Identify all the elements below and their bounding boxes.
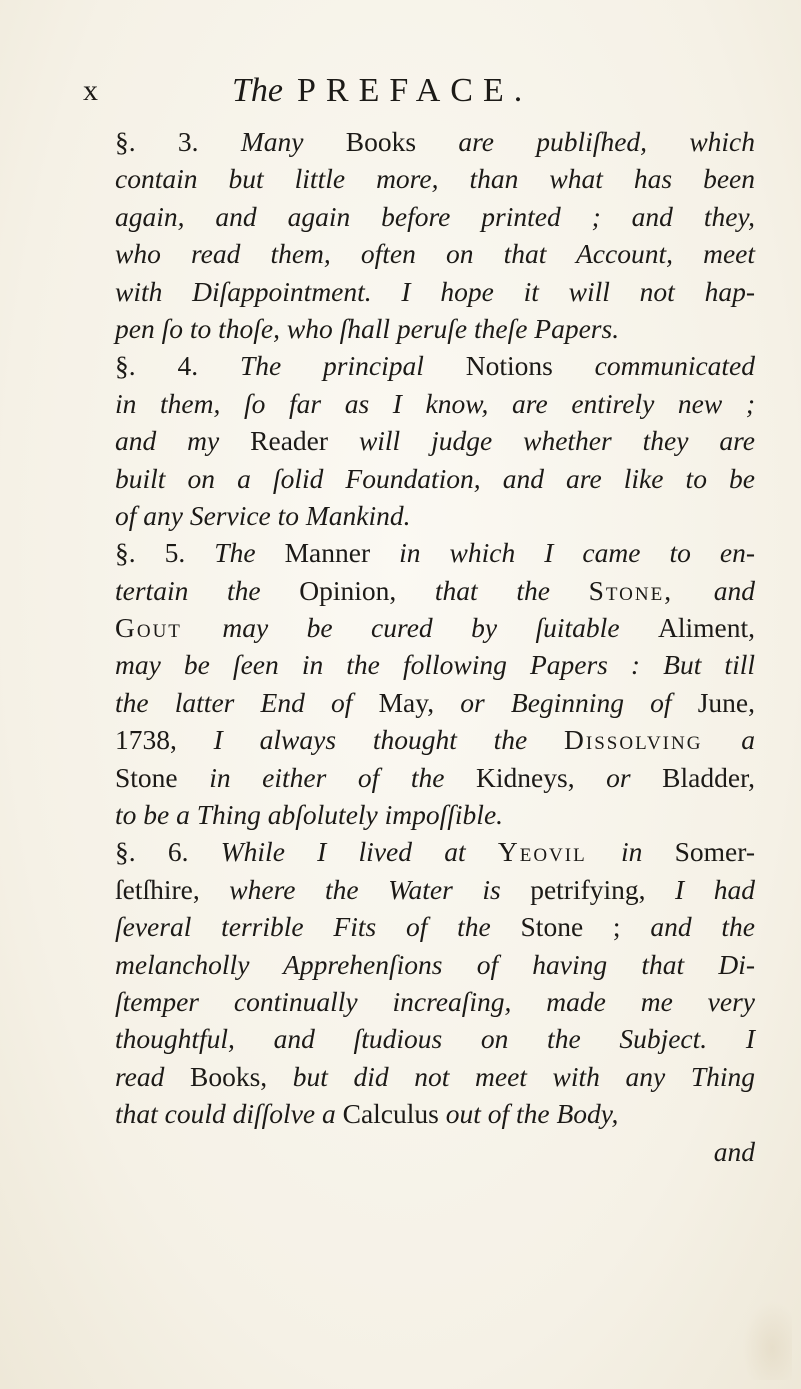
text-run: ſeveral terrible Fits of the (115, 911, 521, 943)
text-run: with Diſappointment. I hope it will not hap- (115, 275, 755, 307)
page-number: x (83, 74, 98, 107)
text-line (115, 1095, 755, 1132)
text-line (115, 572, 755, 609)
text-run: ſetſhire, (115, 873, 230, 905)
text-line (115, 235, 755, 272)
text-run: While I lived at (220, 836, 498, 868)
text-run: Bladder, (662, 761, 755, 793)
text-run: §. 4. (115, 350, 240, 382)
text-run: Manner (284, 537, 400, 569)
text-line (115, 983, 755, 1020)
text-run: I had (675, 873, 755, 905)
running-title (232, 72, 532, 110)
text-run: §. 5. (115, 537, 215, 569)
text-line (115, 310, 755, 347)
text-line (115, 534, 755, 571)
text-run: may be cured by ſuitable (222, 612, 658, 644)
text-line (115, 123, 755, 160)
text-run: Stone ; (520, 911, 651, 943)
text-run: or (606, 761, 663, 793)
paper-stain (742, 1300, 792, 1380)
text-run: Dissolving (564, 724, 742, 756)
text-run: and the (650, 911, 755, 943)
text-line (115, 497, 755, 534)
text-line (115, 347, 755, 384)
text-run: who read them, often on that Account, meet (115, 238, 755, 270)
text-line (115, 1133, 755, 1170)
text-run: Opinion, (299, 574, 435, 606)
text-line (115, 1020, 755, 1057)
text-run: again, and again before printed ; and they, (115, 200, 755, 232)
text-run: petrifying, (530, 873, 676, 905)
text-run: Gout (115, 612, 223, 644)
text-run: and my (115, 425, 251, 457)
text-line (115, 609, 755, 646)
text-run: Stone, (588, 574, 714, 606)
text-run: Yeovil (497, 836, 621, 868)
text-run: The (214, 537, 285, 569)
text-run: and (713, 574, 755, 606)
text-run: that the (434, 574, 589, 606)
text-run: Kidneys, (476, 761, 607, 793)
page-header (60, 72, 740, 116)
text-run: May, (378, 686, 461, 718)
running-title-preface: PREFACE. (297, 72, 533, 109)
text-run: I always thought the (213, 724, 565, 756)
preface-text (115, 123, 755, 1170)
text-run: will judge whether they are (358, 425, 755, 457)
text-run: tertain the (115, 574, 300, 606)
text-run: Notions (465, 350, 595, 382)
text-run: may be ſeen in the following Papers : But till (115, 649, 755, 681)
text-run: and (713, 1135, 755, 1167)
text-run: are publiſhed, which (458, 126, 756, 157)
text-line (115, 946, 755, 983)
text-run: of any Service to Mankind. (115, 499, 411, 531)
text-line (115, 198, 755, 235)
text-run: or Beginning of (460, 686, 698, 718)
text-run: out of the Body, (445, 1098, 619, 1130)
text-line (115, 796, 755, 833)
text-run: but did not meet with any Thing (292, 1060, 755, 1092)
text-run: in either of the (209, 761, 477, 793)
text-line (115, 759, 755, 796)
text-run: built on a ſolid Foundation, and are like to be (115, 462, 755, 494)
text-run: Stone (115, 761, 210, 793)
text-run: pen ſo to thoſe, who ſhall peruſe theſe Papers. (115, 312, 620, 344)
text-line (115, 721, 755, 758)
text-run: where the Water is (229, 873, 531, 905)
text-run: the latter End of (115, 686, 379, 718)
text-run: in them, ſo far as I know, are entirely new ; (115, 387, 755, 419)
text-run: Somer- (674, 836, 756, 868)
text-run: ſtemper continually increaſing, made me very (115, 985, 755, 1017)
text-run: Reader (250, 425, 359, 457)
text-run: June, (697, 686, 755, 718)
text-run: Books (345, 126, 459, 157)
text-line (115, 273, 755, 310)
text-line (115, 833, 755, 870)
text-run: read (115, 1060, 190, 1092)
text-run: communicated (594, 350, 756, 382)
text-line (115, 684, 755, 721)
text-run: melancholly Apprehenſions of having that Di- (115, 948, 755, 980)
text-run: Many (240, 126, 346, 157)
text-run: thoughtful, and ſtudious on the Subject. I (115, 1023, 755, 1055)
text-run: contain but little more, than what has been (115, 163, 755, 195)
text-line (115, 871, 755, 908)
text-line (115, 646, 755, 683)
text-line (115, 1058, 755, 1095)
text-line (115, 160, 755, 197)
text-run: §. 3. (115, 126, 241, 157)
text-run: that could diſſolve a (115, 1098, 343, 1130)
text-run: Books, (190, 1060, 293, 1092)
text-run: in which I came to en- (399, 537, 755, 569)
text-run: Aliment, (657, 612, 755, 644)
text-run: Calculus (342, 1098, 446, 1130)
text-run: in (620, 836, 675, 868)
text-run: §. 6. (115, 836, 221, 868)
text-run: a (741, 724, 755, 756)
text-line (115, 908, 755, 945)
text-line (115, 385, 755, 422)
running-title-the: The (232, 72, 283, 109)
text-line (115, 422, 755, 459)
text-run: The principal (239, 350, 466, 382)
text-line (115, 460, 755, 497)
text-run: 1738, (115, 724, 214, 756)
text-run: to be a Thing abſolutely impoſſible. (115, 799, 504, 831)
